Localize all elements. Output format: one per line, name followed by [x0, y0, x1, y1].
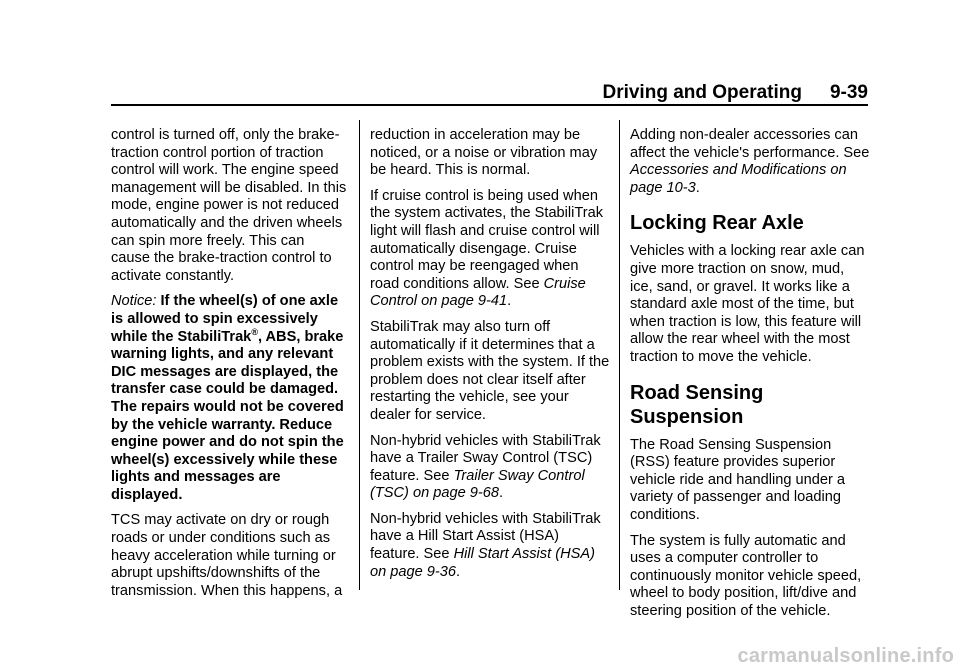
paragraph: control is turned off, only the brake-traction control portion of traction control will work. The engine speed management will be disabled. In this mode, engine power is not reduced automatically and the driven wheels can spin more freely. This can cause the brake-traction control to activate constantly. [111, 127, 347, 284]
notice-paragraph [111, 293, 347, 504]
column-left [111, 127, 347, 608]
paragraph: The Road Sensing Suspension (RSS) feature provides superior vehicle ride and handling under a variety of passenger and loading conditions. [630, 436, 846, 523]
column-divider [359, 120, 360, 590]
section-heading: Road Sensing Suspension [630, 381, 764, 428]
paragraph: Non-hybrid vehicles with StabiliTrak have a Trailer Sway Control (TSC) feature. See Trailer Sway Control (TSC) on page 9-68. [370, 432, 601, 502]
cross-reference-link[interactable]: Trailer Sway Control (TSC) on page 9-68 [370, 467, 585, 502]
paragraph: StabiliTrak may also turn off automatically if it determines that a problem exists with the system. If the problem does not clear itself after restarting the vehicle, see your dealer for service. [370, 318, 610, 423]
section-heading: Locking Rear Axle [630, 212, 804, 235]
notice-text: If the wheel(s) of one axle is allowed to spin excessively while the StabiliTrak®, ABS, brake warning lights, and any relevant DIC messages are displayed, the transfer case could be damaged. The repairs would not be covered by the vehicle warranty. Reduce engine power and do not spin the wheel(s) excessively while these lights and messages are displayed. [111, 293, 344, 503]
cross-reference-link[interactable]: Hill Start Assist (HSA) on page 9-36 [370, 546, 595, 580]
page-number: 9-39 [829, 82, 868, 103]
registered-mark: ® [251, 326, 258, 337]
paragraph: If cruise control is being used when the system activates, the StabiliTrak light will flash and cruise control will automatically disengage. Cruise control may be reengaged when road conditions allow. See Cruise Control on page 9-41. [370, 187, 604, 310]
paragraph: The system is fully automatic and uses a computer controller to continuously monitor vehicle speed, wheel to body position, lift/dive and steering position of the vehicle. [630, 532, 862, 619]
section-title: Driving and Operating [602, 82, 802, 103]
watermark: carmanualsonline.info [737, 645, 954, 667]
cross-reference-link[interactable]: Cruise Control on page 9-41 [370, 275, 586, 310]
paragraph: Adding non-dealer accessories can affect the vehicle's performance. See Accessories and Modifications on page 10-3. [630, 127, 870, 196]
paragraph: reduction in acceleration may be noticed, or a noise or vibration may be heard. This is normal. [370, 127, 598, 179]
paragraph: Vehicles with a locking rear axle can give more traction on snow, mud, ice, sand, or gravel. It works like a standard axle most of the time, but when traction is low, this feature will allow the rear wheel with the most traction to move the vehicle. [630, 243, 865, 365]
paragraph: Non-hybrid vehicles with StabiliTrak have a Hill Start Assist (HSA) feature. See Hill Start Assist (HSA) on page 9-36. [370, 510, 601, 580]
notice-label: Notice: [111, 293, 157, 310]
cross-reference-link[interactable]: Accessories and Modifications on page 10-3 [630, 162, 847, 196]
page-header [111, 80, 868, 106]
column-middle [370, 127, 610, 589]
paragraph: TCS may activate on dry or rough roads or under conditions such as heavy acceleration while turning or abrupt upshifts/downshifts of the transmission. When this happens, a [111, 512, 343, 599]
column-right [630, 127, 870, 628]
column-divider [619, 120, 620, 590]
